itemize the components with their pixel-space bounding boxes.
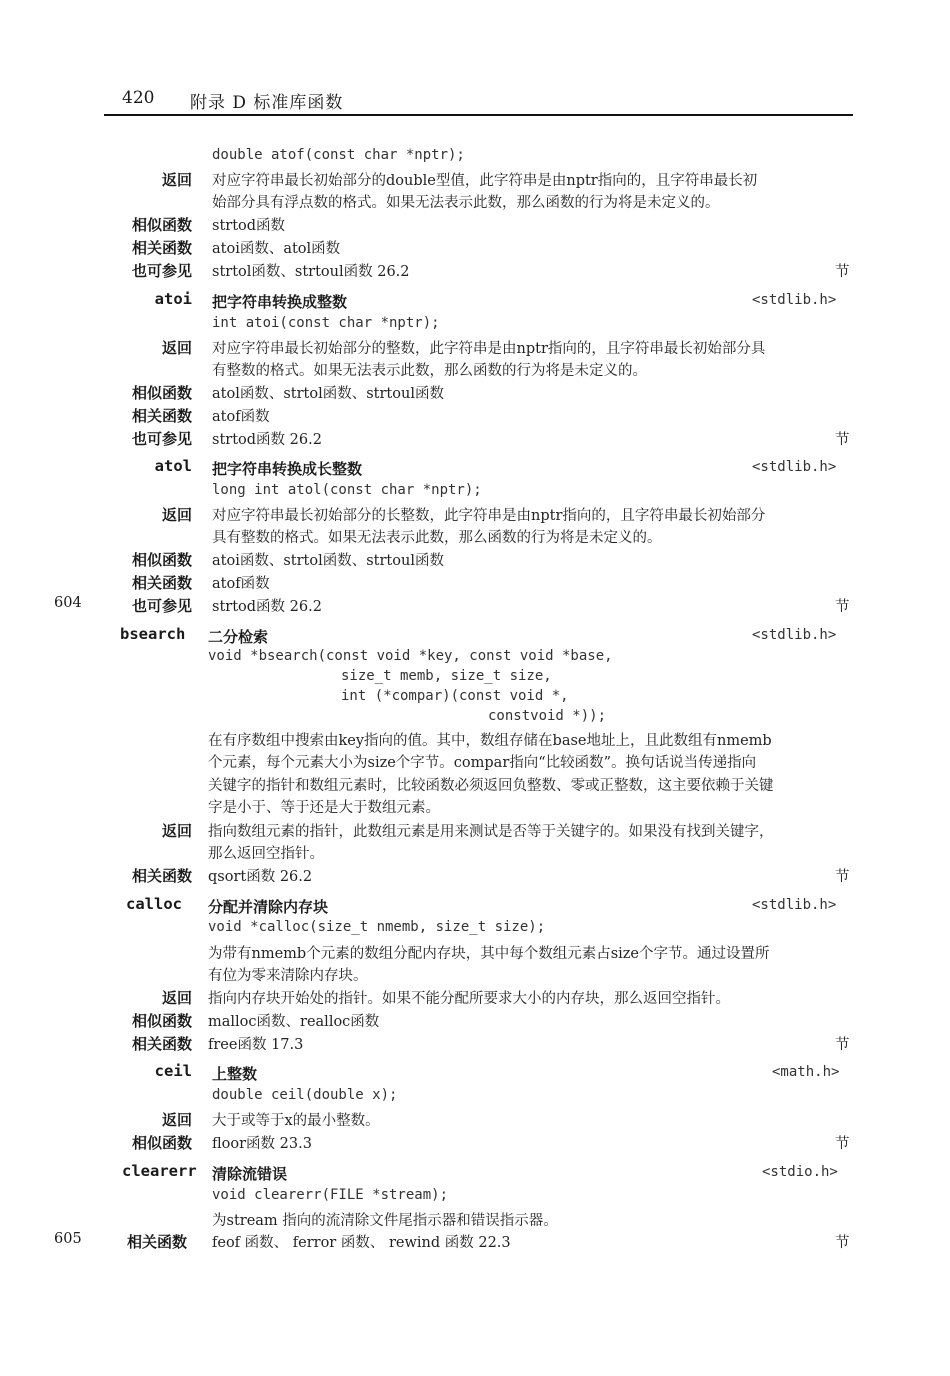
atol-name: atol <box>154 457 192 475</box>
atoi-returns-line1: 对应字符串最长初始部分的整数，此字符串是由nptr指向的，且字符串最长初始部分具 <box>212 341 766 357</box>
running-title: 附录 D 标准库函数 <box>190 93 344 113</box>
section-suffix: 节 <box>835 599 850 615</box>
bsearch-related-label: 相关函数 <box>131 867 192 885</box>
atoi-see-also: strtod函数 26.2 <box>212 432 322 448</box>
atol-similar: atoi函数、strtol函数、strtoul函数 <box>212 553 444 569</box>
calloc-prototype: void *calloc(size_t nmemb, size_t size); <box>208 919 546 935</box>
ceil-returns-label: 返回 <box>161 1111 192 1129</box>
bsearch-related: qsort函数 26.2 <box>208 869 313 885</box>
atoi-prototype: int atoi(const char *nptr); <box>212 315 440 331</box>
atof-returns-line2: 始部分具有浮点数的格式。如果无法表示此数，那么函数的行为将是未定义的。 <box>212 195 720 211</box>
margin-page-number: 605 <box>54 1231 82 1247</box>
atol-related-label: 相关函数 <box>131 574 192 592</box>
atol-returns-label: 返回 <box>161 506 192 524</box>
section-suffix: 节 <box>835 432 850 448</box>
atof-see-also: strtol函数、strtoul函数 26.2 <box>212 264 410 280</box>
atol-see-also-label: 也可参见 <box>131 597 192 615</box>
atol-title: 把字符串转换成长整数 <box>212 460 363 478</box>
ceil-prototype: double ceil(double x); <box>212 1087 398 1103</box>
atof-returns-line1: 对应字符串最长初始部分的double型值，此字符串是由nptr指向的，且字符串最长初 <box>212 173 758 189</box>
bsearch-returns-line1: 指向数组元素的指针，此数组元素是用来测试是否等于关键字的。如果没有找到关键字， <box>208 824 774 840</box>
section-suffix: 节 <box>835 1136 850 1152</box>
atof-similar: strtod函数 <box>212 218 286 234</box>
atoi-returns-line2: 有整数的格式。如果无法表示此数，那么函数的行为将是未定义的。 <box>212 363 647 379</box>
atoi-related: atof函数 <box>212 409 270 425</box>
clearerr-name: clearerr <box>122 1162 197 1180</box>
ceil-similar: floor函数 23.3 <box>212 1136 312 1152</box>
calloc-similar: malloc函数、realloc函数 <box>208 1014 380 1030</box>
bsearch-description-line4: 字是小于、等于还是大于数组元素。 <box>208 800 440 816</box>
atol-header: <stdlib.h> <box>752 459 837 475</box>
bsearch-description-line3: 关键字的指针和数组元素时，比较函数必须返回负整数、零或正整数，这主要依赖于关键 <box>208 778 774 794</box>
atoi-returns-label: 返回 <box>161 339 192 357</box>
bsearch-description-line1: 在有序数组中搜索由key指向的值。其中，数组存储在base地址上，且此数组有nmemb <box>208 733 772 749</box>
calloc-related-label: 相关函数 <box>131 1035 192 1053</box>
calloc-similar-label: 相似函数 <box>131 1012 192 1030</box>
section-suffix: 节 <box>835 1235 850 1251</box>
calloc-name: calloc <box>126 895 182 913</box>
atoi-header: <stdlib.h> <box>752 292 837 308</box>
calloc-returns: 指向内存块开始处的指针。如果不能分配所要求大小的内存块，那么返回空指针。 <box>208 991 730 1007</box>
bsearch-prototype-line4: constvoid *)); <box>488 708 607 724</box>
atoi-see-also-label: 也可参见 <box>131 430 192 448</box>
calloc-description-line1: 为带有nmemb个元素的数组分配内存块，其中每个数组元素占size个字节。通过设置所 <box>208 946 770 962</box>
atof-prototype: double atof(const char *nptr); <box>212 147 465 163</box>
atoi-name: atoi <box>154 290 192 308</box>
atoi-similar: atol函数、strtol函数、strtoul函数 <box>212 386 444 402</box>
bsearch-header: <stdlib.h> <box>752 627 837 643</box>
atol-returns-line2: 具有整数的格式。如果无法表示此数，那么函数的行为将是未定义的。 <box>212 530 662 546</box>
bsearch-name: bsearch <box>120 625 186 643</box>
page-number: 420 <box>122 88 155 108</box>
clearerr-title: 清除流错误 <box>212 1165 288 1183</box>
bsearch-prototype-line3: int (*compar)(const void *, <box>341 688 569 704</box>
ceil-returns: 大于或等于x的最小整数。 <box>212 1113 380 1129</box>
atof-related: atoi函数、atol函数 <box>212 241 341 257</box>
clearerr-related: feof 函数、 ferror 函数、 rewind 函数 22.3 <box>212 1235 511 1251</box>
atoi-related-label: 相关函数 <box>131 407 192 425</box>
section-suffix: 节 <box>835 1037 850 1053</box>
atof-see-also-label: 也可参见 <box>131 262 192 280</box>
margin-page-number: 604 <box>54 595 82 611</box>
atoi-similar-label: 相似函数 <box>131 384 192 402</box>
ceil-header: <math.h> <box>772 1064 840 1080</box>
bsearch-title: 二分检索 <box>208 628 269 646</box>
calloc-related: free函数 17.3 <box>208 1037 304 1053</box>
atol-see-also: strtod函数 26.2 <box>212 599 322 615</box>
clearerr-related-label: 相关函数 <box>126 1233 187 1251</box>
atoi-title: 把字符串转换成整数 <box>212 293 348 311</box>
bsearch-returns-label: 返回 <box>161 822 192 840</box>
bsearch-prototype-line2: size_t memb, size_t size, <box>341 668 552 684</box>
bsearch-description-line2: 个元素，每个元素大小为size个字节。compar指向“比较函数”。换句话说当传递指向 <box>208 755 757 771</box>
header-rule <box>104 114 853 116</box>
bsearch-returns-line2: 那么返回空指针。 <box>208 846 324 862</box>
atof-similar-label: 相似函数 <box>131 216 192 234</box>
calloc-description-line2: 有位为零来清除内存块。 <box>208 968 368 984</box>
bsearch-prototype-line1: void *bsearch(const void *key, const void *base, <box>208 648 613 664</box>
ceil-title: 上整数 <box>212 1065 258 1083</box>
clearerr-description: 为stream 指向的流清除文件尾指示器和错误指示器。 <box>212 1213 558 1229</box>
atol-related: atof函数 <box>212 576 270 592</box>
clearerr-prototype: void clearerr(FILE *stream); <box>212 1187 449 1203</box>
section-suffix: 节 <box>835 869 850 885</box>
atof-related-label: 相关函数 <box>131 239 192 257</box>
ceil-name: ceil <box>154 1062 192 1080</box>
atof-returns-label: 返回 <box>161 171 192 189</box>
atol-prototype: long int atol(const char *nptr); <box>212 482 482 498</box>
atol-similar-label: 相似函数 <box>131 551 192 569</box>
atol-returns-line1: 对应字符串最长初始部分的长整数，此字符串是由nptr指向的，且字符串最长初始部分 <box>212 508 766 524</box>
calloc-title: 分配并清除内存块 <box>208 898 329 916</box>
section-suffix: 节 <box>835 264 850 280</box>
calloc-header: <stdlib.h> <box>752 897 837 913</box>
calloc-returns-label: 返回 <box>161 989 192 1007</box>
clearerr-header: <stdio.h> <box>762 1164 838 1180</box>
ceil-similar-label: 相似函数 <box>131 1134 192 1152</box>
